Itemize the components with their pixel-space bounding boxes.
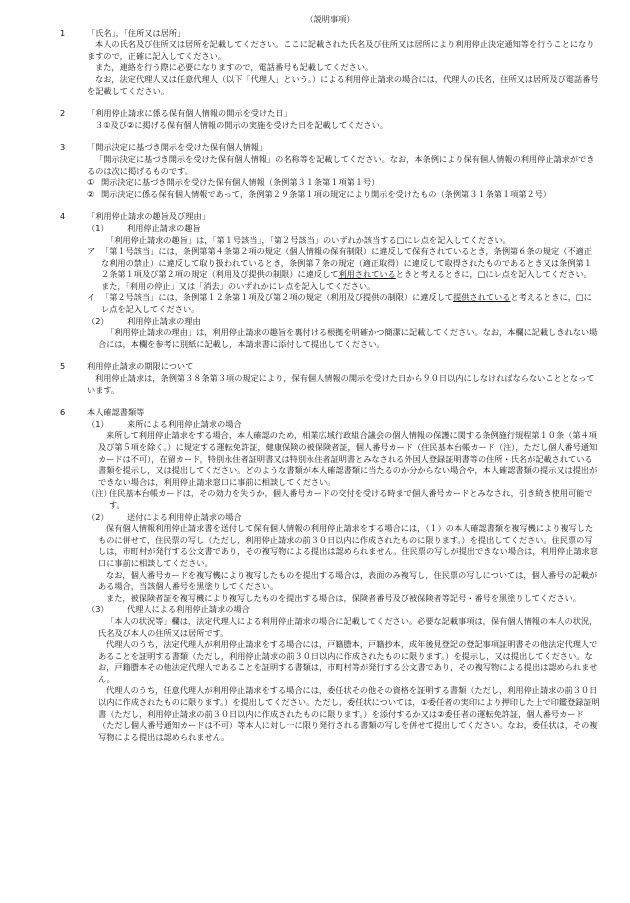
- item-text: 開示決定に係る保有個人情報であって，条例第２９条第１項の規定により開示を受けたもの（条例第３１条第１項第２号）: [101, 188, 552, 199]
- section-4: [60, 211, 600, 350]
- section-title: 本人確認書類等: [87, 407, 145, 418]
- paragraph: なお，個人番号カードを複写機により複写したものを提出する場合は，表面のみ複写し，住民票の写しについては，個人番号の記載がある場合，当該個人番号を黒塗りしてください。: [98, 569, 598, 592]
- section-title: 「開示決定に基づき開示を受けた保有個人情報」: [87, 142, 268, 153]
- section-2-heading: [60, 108, 600, 120]
- subsection-title: 利用停止請求の理由: [127, 315, 201, 326]
- section-number: 3: [60, 142, 66, 153]
- paragraph: 代理人のうち，法定代理人が利用停止請求をする場合には，戸籍謄本，戸籍抄本，成年後見登記の登記事項証明書その他法定代理人であることを証明する書類（ただし，利用停止請求の前３０日以内に作成されたものに限ります。）を提示し，又は提出してください。なお，戸籍謄本その他法定代理人であることを証明する書類は，市町村等が発行する公文書であり，その複写物による提出は認められません。: [98, 639, 598, 684]
- underlined-text: 利用されている: [338, 269, 396, 280]
- paragraph: 来所して利用停止請求をする場合，本人確認のため，相業広域行政組合議会の個人情報の保護に関する条例施行規程第１０条（第４項及び第５項を除く。）に規定する運転免許証，健康保険の被保険者証，個人番号カード（住民基本台帳カード（注），ただし個人番号通知カードは不可），在留カード，特別永住者証明書又は特別永住者証明書とみなされる外国人登録証明書等の住所・氏名が記載されている書類を提示し，又は提出してください。どのような書類が本人確認書類に当たるのか分からない場合や，本人確認書類の提示又は提出ができない場合は，利用停止請求窓口に事前に相談してください。: [98, 430, 598, 487]
- list-item: [60, 189, 600, 201]
- subsection-heading: [60, 419, 600, 431]
- paragraph: 「利用停止請求の趣旨」は，「第１号該当」，「第２号該当」のいずれか該当する□にレ点を記入してください。: [106, 234, 511, 245]
- note-label: （注）: [87, 488, 112, 499]
- list-item: [60, 292, 600, 315]
- paragraph: 「本人の状況等」欄は，法定代理人による利用停止請求の場合に記載してください。必要な記載事項は，保有個人情報の本人の状況，氏名及び本人の住所又は居所です。: [98, 615, 598, 638]
- section-3-heading: [60, 142, 600, 154]
- section-number: 4: [60, 211, 66, 222]
- subsection-title: 来所による利用停止請求の場合: [127, 418, 242, 429]
- subsection-heading: [60, 223, 600, 235]
- section-title: 「利用停止請求の趣旨及び理由」: [87, 211, 210, 222]
- list-item: [60, 177, 600, 189]
- subsection-title: 利用停止請求の趣旨: [127, 222, 201, 233]
- paragraph: 「開示決定に基づき開示を受けた保有個人情報」の名称等を記載してください。なお，本条例により保有個人情報の利用停止請求ができるのは次に掲げるものです。: [87, 153, 595, 176]
- paragraph: なお，法定代理人又は任意代理人（以下「代理人」という。）による利用停止請求の場合には，代理人の氏名，住所又は居所及び電話番号を記載してください。: [87, 73, 599, 96]
- item-label: ア: [87, 246, 96, 257]
- paragraph: 「利用停止請求の理由」は，利用停止請求の趣旨を裏付ける根拠を明確かつ簡潔に記載してください。なお，本欄に記載しきれない場合には，本欄を参考に別紙に記載し，本請求書に添付して提出してください。: [98, 327, 598, 349]
- item-label: ②: [87, 188, 95, 199]
- section-1: [60, 28, 600, 98]
- subsection-label: （3）: [87, 604, 109, 615]
- item-text: 「第２号該当」には，条例第１２条第１項及び第２項の規定（利用及び提供の制限）に違反して提供されていると考えるときに，□にレ点を記入してください。: [101, 292, 592, 315]
- section-3: [60, 142, 600, 200]
- paragraph: 代理人のうち，任意代理人が利用停止請求をする場合には，委任状その他その資格を証明する書類（ただし，利用停止請求の前３０日以内に作成されたものに限ります。）を提出してください。ただし，委任状については，①委任者の実印により押印した上で印鑑登録証明書（ただし，利用停止請求の前３０日以内に作成されたものに限ります。）を添付するか又は②委任者の運転免許証，個人番号カード（ただし個人番号通知カードは不可）等本人に対し一に限り発行される書類の写しを併せて提出してください。なお，委任状は，その複写物による提出は認められません。: [98, 685, 600, 742]
- section-1-heading: [60, 28, 600, 40]
- section-6-heading: [60, 407, 600, 419]
- paragraph: また，連絡を行う際に必要になりますので，電話番号も記載してください。: [95, 62, 374, 73]
- subsection-title: 送付による利用停止請求の場合: [127, 511, 242, 522]
- note-text: 住民基本台帳カードは，その効力を失うか，個人番号カードの交付を受ける時まで個人番号カードとみなされ，引き続き使用可能です。: [109, 488, 593, 510]
- item-text: 開示決定に基づき開示を受けた保有個人情報（条例第３１条第１項第１号）: [101, 177, 380, 188]
- section-6: [60, 407, 600, 743]
- note: [60, 488, 600, 511]
- subsection-label: （1）: [87, 418, 109, 429]
- section-number: 5: [60, 361, 66, 372]
- section-number: 1: [60, 27, 66, 38]
- subsection-label: （1）: [87, 222, 109, 233]
- subsection-heading: [60, 316, 600, 328]
- subsection-heading: [60, 512, 600, 524]
- underlined-text: 提供されている: [453, 292, 511, 303]
- section-number: 6: [60, 407, 66, 418]
- subsection-label: （2）: [87, 315, 109, 326]
- section-2: [60, 108, 600, 131]
- item-label: イ: [87, 292, 96, 303]
- paragraph: また，被保険者証を複写機により複写したものを提出する場合は，保険者番号及び被保険者等記号・番号を黒塗りしてください。: [106, 592, 581, 603]
- section-4-heading: [60, 211, 600, 223]
- paragraph: ３①及び②に掲げる保有個人情報の開示の実施を受けた日を記載してください。: [95, 119, 389, 130]
- section-number: 2: [60, 108, 66, 119]
- section-title: 利用停止請求の期限について: [87, 361, 194, 372]
- section-title: 「氏名」，「住所又は居所」: [87, 27, 186, 38]
- paragraph: 利用停止請求は，条例第３８条第３項の規定により，保有個人情報の開示を受けた日から９０日以内にしなければならないこととなっています。: [87, 373, 595, 395]
- section-title: 「利用停止請求に係る保有個人情報の開示を受けた日」: [87, 108, 292, 119]
- paragraph: 本人の氏名及び住所又は居所を記載してください。ここに記載された氏名及び住所又は居所により利用停止決定通知等を行うことになりますので，正確に記入してください。: [87, 39, 595, 61]
- section-5-heading: [60, 361, 600, 373]
- page-title: （説明事項）: [305, 14, 355, 24]
- subsection-heading: [60, 604, 600, 616]
- subsection-title: 代理人による利用停止請求の場合: [127, 604, 250, 615]
- item-text: 「第１号該当」には，条例第第４条第２項の規定（個人情報の保有制限）に違反して保有されているとき，条例第６条の規定（不適正な利用の禁止）に違反して取り扱われているとき，条例第７条の規定（適正取得）に違反して取得されたものであるとき又は条例第１２条第１項及び第２項の規定（利用及び提供の制限）に違反して利用されているときと考えるときに，□にレ点を記入してください。また，「利用の停止」又は「消去」のいずれかにレ点を記入してください。: [101, 246, 592, 291]
- item-label: ①: [87, 177, 95, 188]
- subsection-label: （2）: [87, 511, 109, 522]
- paragraph: 保有個人情報利用停止請求書を送付して保有個人情報の利用停止請求をする場合には，（１）の本人確認書類を複写機により複写したものに併せて，住民票の写し（ただし，利用停止請求の前３０日以内に作成されたものに限ります。）を提出してください。住民票の写しは，市町村が発行する公文書であり，その複写物による提出は認められません。住民票の写しが提出できない場合は，利用停止請求窓口に事前に相談してください。: [98, 523, 598, 568]
- section-5: [60, 361, 600, 396]
- list-item: [60, 246, 600, 292]
